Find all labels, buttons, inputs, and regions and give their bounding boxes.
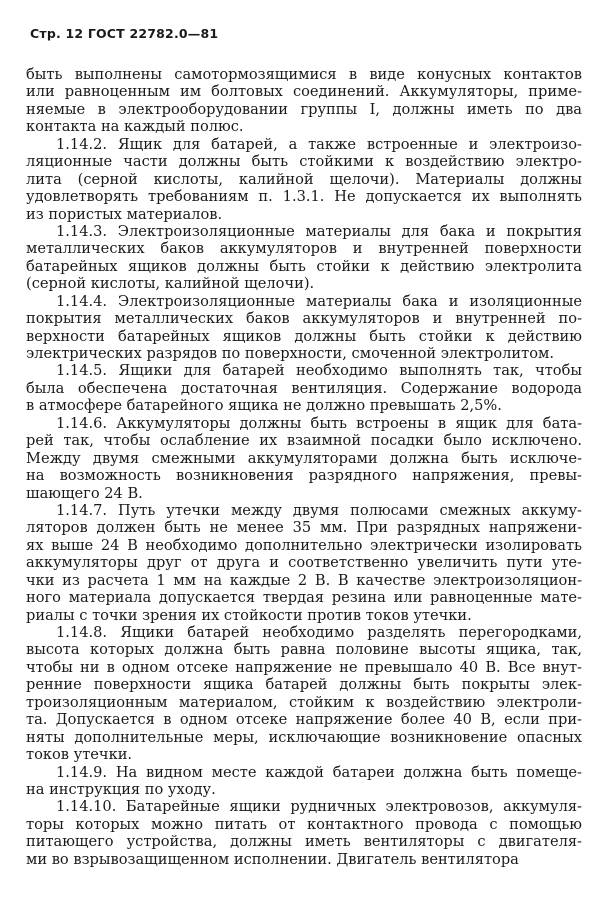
text-line: 1.14.6. Аккумуляторы должны быть встроены в ящик для бата-: [56, 414, 582, 432]
text-line: удовлетворять требованиям п. 1.3.1. Не допускается их выполнять: [26, 188, 582, 206]
paragraph-p4: [26, 362, 582, 414]
paragraph-p2: [26, 223, 582, 293]
text-line: 1.14.3. Электроизоляционные материалы для бака и покрытия: [56, 222, 582, 240]
text-line: чтобы ни в одном отсеке напряжение не превышало 40 В. Все внут-: [26, 658, 582, 676]
text-line: ми во взрывозащищенном исполнении. Двигатель вентилятора: [26, 850, 519, 868]
text-line: электрических разрядов по поверхности, смоченной электролитом.: [26, 345, 555, 362]
page-header-text: Стр. 12 ГОСТ 22782.0—81: [30, 26, 219, 41]
text-line: металлических баков аккумуляторов и внутренней поверхности: [26, 240, 582, 258]
paragraph-p9: [26, 798, 582, 868]
text-line: 1.14.7. Путь утечки между двумя полюсами смежных аккуму-: [56, 501, 582, 519]
text-line: чки из расчета 1 мм на каждые 2 В. В качестве электроизоляцион-: [26, 571, 582, 589]
text-line: верхности батарейных ящиков должны быть стойки к действию: [26, 327, 582, 345]
page-header: [30, 26, 218, 41]
text-line: на возможность возникновения разрядного напряжения, превы-: [26, 467, 582, 485]
text-line: 1.14.8. Ящики батарей необходимо разделять перегородками,: [56, 624, 582, 641]
text-line: та. Допускается в одном отсеке напряжение более 40 В, если при-: [26, 711, 582, 729]
paragraph-p1: [26, 136, 582, 223]
text-line: ного материала допускается твердая резина или равноценные мате-: [26, 589, 582, 607]
text-line: контакта на каждый полюс.: [26, 118, 244, 136]
text-line: рей так, чтобы ослабление их взаимной посадки было исключено.: [26, 432, 582, 450]
text-line: ляционные части должны быть стойкими к воздействию электро-: [26, 153, 582, 171]
text-line: была обеспечена достаточная вентиляция. Содержание водорода: [26, 379, 582, 397]
document-body: [26, 66, 582, 868]
text-line: троизоляционным материалом, стойким к воздействию электроли-: [26, 693, 582, 711]
text-line: 1.14.5. Ящики для батарей необходимо выполнять так, чтобы: [56, 362, 582, 380]
paragraph-p5: [26, 415, 582, 502]
text-line: в атмосфере батарейного ящика не должно превышать 2,5%.: [26, 397, 502, 415]
text-line: Между двумя смежными аккумуляторами должна быть исключе-: [26, 449, 582, 467]
text-line: из пористых материалов.: [26, 205, 223, 223]
text-line: ренние поверхности ящика батарей должны быть покрыты элек-: [26, 676, 582, 694]
paragraph-p8: [26, 764, 582, 799]
text-line: покрытия металлических баков аккумуляторов и внутренней по-: [26, 310, 582, 328]
paragraph-p7: [26, 624, 582, 764]
text-line: токов утечки.: [26, 746, 133, 764]
text-line: батарейных ящиков должны быть стойки к действию электролита: [26, 257, 582, 275]
paragraph-p6: [26, 502, 582, 624]
text-line: питающего устройства, должны иметь вентиляторы с двигателя-: [26, 833, 582, 851]
paragraph-p3: [26, 293, 582, 363]
text-line: няты дополнительные меры, исключающие возникновение опасных: [26, 728, 582, 746]
text-line: аккумуляторы друг от друга и соответственно увеличить пути уте-: [26, 554, 582, 572]
text-line: риалы с точки зрения их стойкости против токов утечки.: [26, 606, 472, 624]
text-line: ляторов должен быть не менее 35 мм. При разрядных напряжени-: [26, 519, 582, 537]
text-line: или равноценным им болтовых соединений. Аккумуляторы, приме-: [26, 83, 582, 101]
text-line: быть выполнены самотормозящимися в виде конусных контактов: [26, 66, 582, 83]
text-line: торы которых можно питать от контактного провода с помощью: [26, 815, 582, 833]
text-line: ях выше 24 В необходимо дополнительно электрически изолировать: [26, 536, 582, 554]
text-line: 1.14.4. Электроизоляционные материалы бака и изоляционные: [56, 292, 582, 310]
text-line: 1.14.9. На видном месте каждой батареи должна быть помеще-: [56, 763, 582, 781]
text-line: высота которых должна быть равна половине высоты ящика, так,: [26, 641, 582, 659]
text-line: 1.14.2. Ящик для батарей, а также встроенные и электроизо-: [56, 135, 582, 153]
text-line: няемые в электрооборудовании группы I, должны иметь по два: [26, 100, 582, 118]
text-line: лита (серной кислоты, калийной щелочи). Материалы должны: [26, 170, 582, 188]
text-line: шающего 24 В.: [26, 484, 143, 502]
text-line: на инструкция по уходу.: [26, 780, 216, 798]
text-line: 1.14.10. Батарейные ящики рудничных электровозов, аккумуля-: [56, 798, 582, 816]
paragraph-p0: [26, 66, 582, 136]
text-line: (серной кислоты, калийной щелочи).: [26, 275, 315, 293]
